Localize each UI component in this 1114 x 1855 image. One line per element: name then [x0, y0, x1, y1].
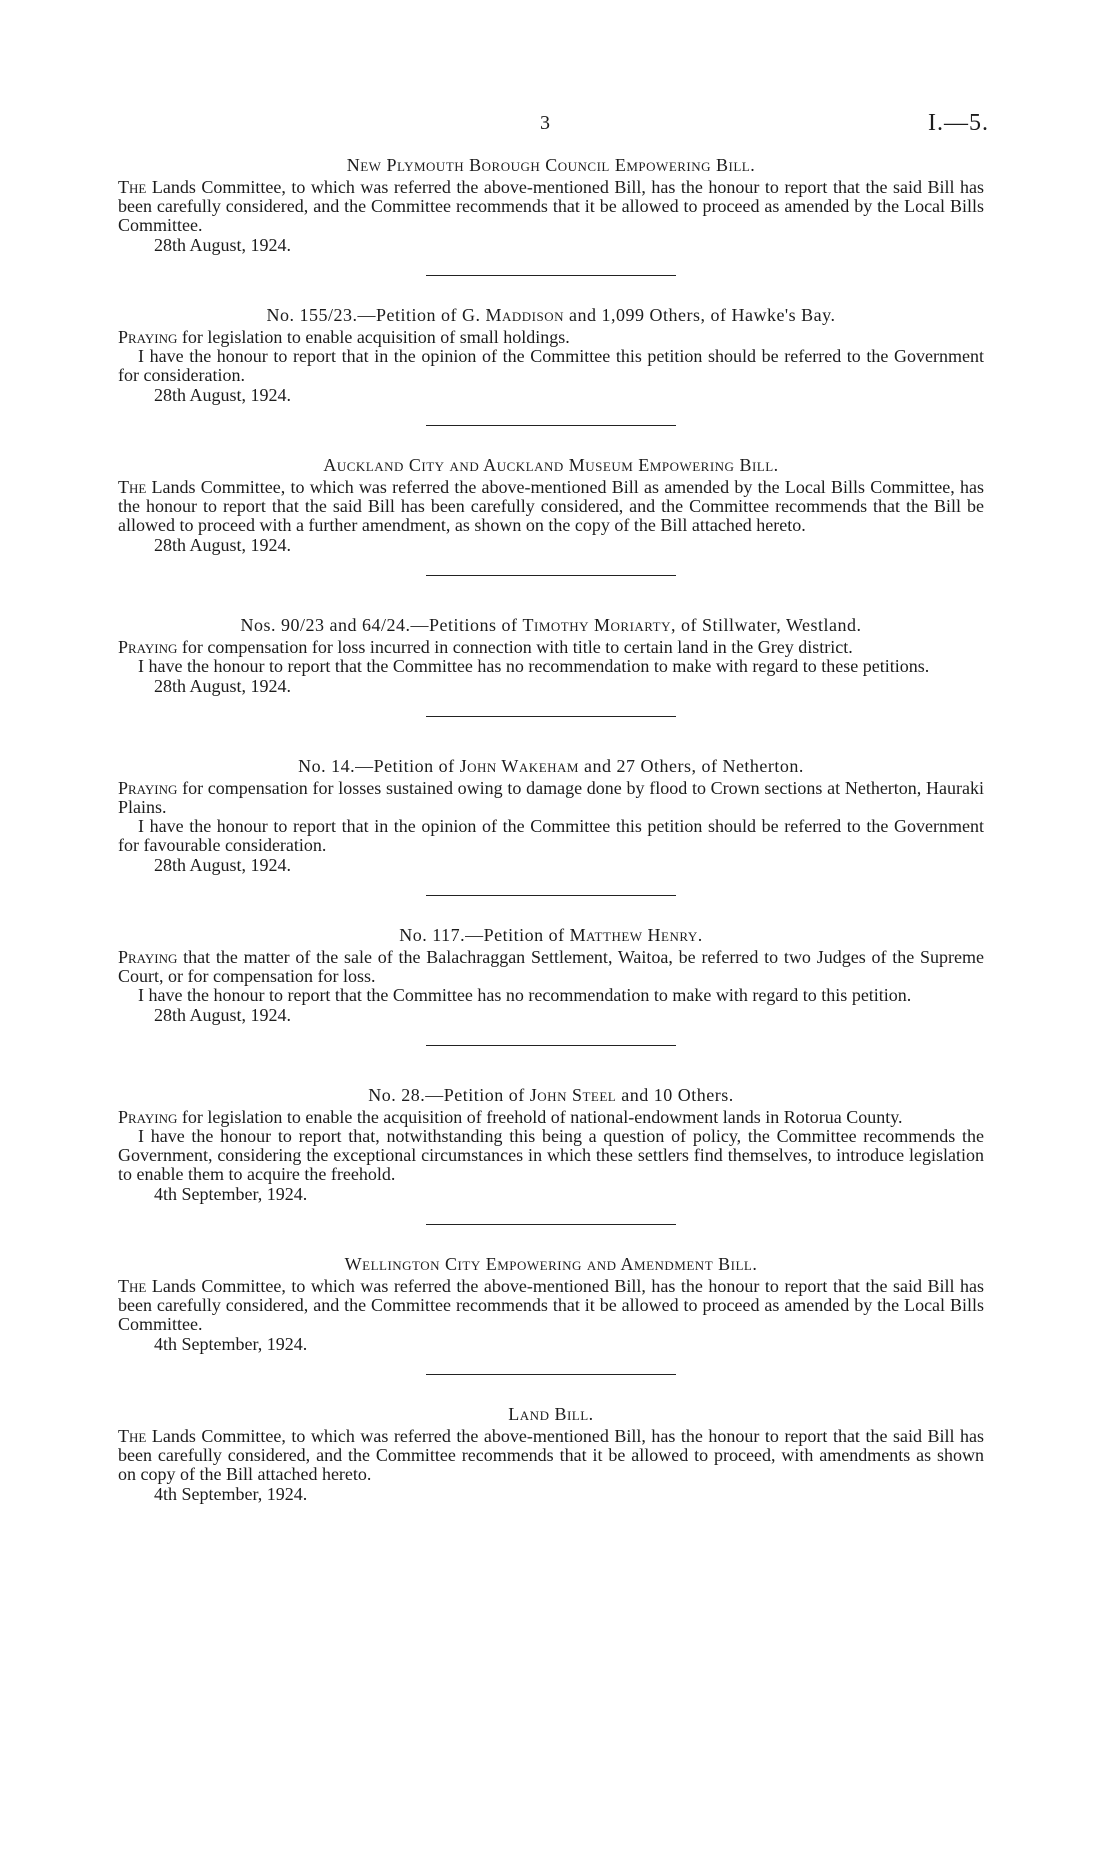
- section-body: [118, 328, 984, 347]
- body-text: for compensation for losses sustained owing to damage done by flood to Crown sections at Netherton, Hauraki Plains.: [118, 778, 984, 817]
- section-heading: [118, 614, 984, 636]
- section-body: [118, 638, 984, 657]
- lead-word: Praying: [118, 947, 178, 967]
- section-body: [118, 478, 984, 535]
- section-divider: [426, 895, 676, 896]
- section-divider: [426, 1374, 676, 1375]
- petitioner-name: Maddison: [485, 305, 564, 325]
- heading-prefix: No. 155/23.—Petition of G.: [266, 305, 486, 325]
- section-petition-moriarty: [118, 614, 984, 696]
- report-date: 28th August, 1924.: [154, 855, 292, 875]
- report-date: 28th August, 1924.: [154, 676, 292, 696]
- section-petition-henry: [118, 924, 984, 1025]
- report-paragraph: I have the honour to report that the Committee has no recommendation to make with regard to these petitions.: [138, 656, 930, 676]
- section-divider: [426, 1045, 676, 1046]
- report-content: [118, 154, 984, 1504]
- section-land-bill: [118, 1403, 984, 1504]
- heading-suffix: and 1,099 Others, of Hawke's Bay.: [563, 305, 836, 325]
- heading-prefix: No. 28.—Petition of: [368, 1085, 530, 1105]
- petitioner-name: John Wakeham: [459, 756, 579, 776]
- section-divider: [426, 575, 676, 576]
- report-paragraph: I have the honour to report that in the opinion of the Committee this petition should be referred to the Government for consideration.: [118, 346, 984, 385]
- lead-word: Praying: [118, 637, 178, 657]
- petitioner-name: Timothy Moriarty: [522, 615, 672, 635]
- report-date: 28th August, 1924.: [154, 1005, 292, 1025]
- section-heading: [118, 755, 984, 777]
- report-date: 4th September, 1924.: [154, 1484, 308, 1504]
- section-wellington-bill: [118, 1253, 984, 1354]
- report-paragraph: I have the honour to report that in the opinion of the Committee this petition should be referred to the Government for favourable consideration.: [118, 816, 984, 855]
- heading-suffix: and 27 Others, of Netherton.: [578, 756, 804, 776]
- report-date: 4th September, 1924.: [154, 1334, 308, 1354]
- heading-suffix: .: [697, 925, 703, 945]
- petitioner-name: Matthew Henry: [569, 925, 698, 945]
- section-heading: Auckland City and Auckland Museum Empowering Bill.: [323, 455, 779, 475]
- heading-prefix: No. 14.—Petition of: [298, 756, 460, 776]
- section-auckland-bill: [118, 454, 984, 555]
- lead-word: The: [118, 1426, 147, 1446]
- section-divider: [426, 425, 676, 426]
- body-text: Lands Committee, to which was referred the above-mentioned Bill, has the honour to report that the said Bill has been carefully considered, and the Committee recommends that it be allowed to proceed as amended by the Local Bills Committee.: [118, 177, 984, 235]
- body-text: Lands Committee, to which was referred the above-mentioned Bill, has the honour to report that the said Bill has been carefully considered, and the Committee recommends that it be allowed to proceed as amended by the Local Bills Committee.: [118, 1276, 984, 1334]
- section-petition-maddison: [118, 304, 984, 405]
- section-body: [118, 1108, 984, 1127]
- body-text: for legislation to enable the acquisition of freehold of national-endowment lands in Rotorua County.: [177, 1107, 903, 1127]
- lead-word: The: [118, 477, 147, 497]
- section-heading: [118, 1084, 984, 1106]
- lead-word: The: [118, 177, 147, 197]
- section-body: [118, 779, 984, 817]
- section-body: [118, 1277, 984, 1334]
- heading-prefix: Nos. 90/23 and 64/24.—Petitions of: [240, 615, 523, 635]
- section-heading: New Plymouth Borough Council Empowering Bill.: [346, 155, 756, 175]
- section-petition-wakeham: [118, 755, 984, 875]
- section-heading: [118, 304, 984, 326]
- heading-suffix: and 10 Others.: [616, 1085, 734, 1105]
- heading-prefix: No. 117.—Petition of: [399, 925, 570, 945]
- body-text: for compensation for loss incurred in connection with title to certain land in the Grey district.: [177, 637, 853, 657]
- section-divider: [426, 1224, 676, 1225]
- report-date: 28th August, 1924.: [154, 535, 292, 555]
- section-divider: [426, 275, 676, 276]
- lead-word: Praying: [118, 778, 178, 798]
- body-text: Lands Committee, to which was referred the above-mentioned Bill as amended by the Local Bills Committee, has the honour to report that the said Bill has been carefully considered, and the Committee recommends that the Bill be allowed to proceed with a further amendment, as shown on the copy of the Bill attached hereto.: [118, 477, 984, 535]
- section-new-plymouth-bill: [118, 154, 984, 255]
- report-date: 28th August, 1924.: [154, 385, 292, 405]
- section-heading: Land Bill.: [508, 1404, 594, 1424]
- section-petition-steel: [118, 1084, 984, 1204]
- paper-reference: I.—5.: [928, 110, 989, 136]
- report-date: 28th August, 1924.: [154, 235, 292, 255]
- section-body: [118, 1427, 984, 1484]
- heading-suffix: , of Stillwater, Westland.: [671, 615, 862, 635]
- report-paragraph: I have the honour to report that the Committee has no recommendation to make with regard to this petition.: [138, 985, 912, 1005]
- lead-word: The: [118, 1276, 147, 1296]
- lead-word: Praying: [118, 327, 178, 347]
- petitioner-name: John Steel: [529, 1085, 617, 1105]
- body-text: for legislation to enable acquisition of small holdings.: [177, 327, 570, 347]
- body-text: that the matter of the sale of the Balachraggan Settlement, Waitoa, be referred to two Judges of the Supreme Court, or for compensation for loss.: [118, 947, 984, 986]
- page-number: 3: [540, 112, 550, 134]
- section-divider: [426, 716, 676, 717]
- body-text: Lands Committee, to which was referred the above-mentioned Bill, has the honour to report that the said Bill has been carefully considered, and the Committee recommends that it be allowed to proceed, with amendments as shown on copy of the Bill attached hereto.: [118, 1426, 984, 1484]
- section-body: [118, 178, 984, 235]
- section-heading: [118, 924, 984, 946]
- report-paragraph: I have the honour to report that, notwithstanding this being a question of policy, the Committee recommends the Government, considering the exceptional circumstances in which these settlers find themselves, to introduce legislation to enable them to acquire the freehold.: [118, 1126, 984, 1184]
- section-heading: Wellington City Empowering and Amendment Bill.: [344, 1254, 758, 1274]
- report-date: 4th September, 1924.: [154, 1184, 308, 1204]
- section-body: [118, 948, 984, 986]
- lead-word: Praying: [118, 1107, 178, 1127]
